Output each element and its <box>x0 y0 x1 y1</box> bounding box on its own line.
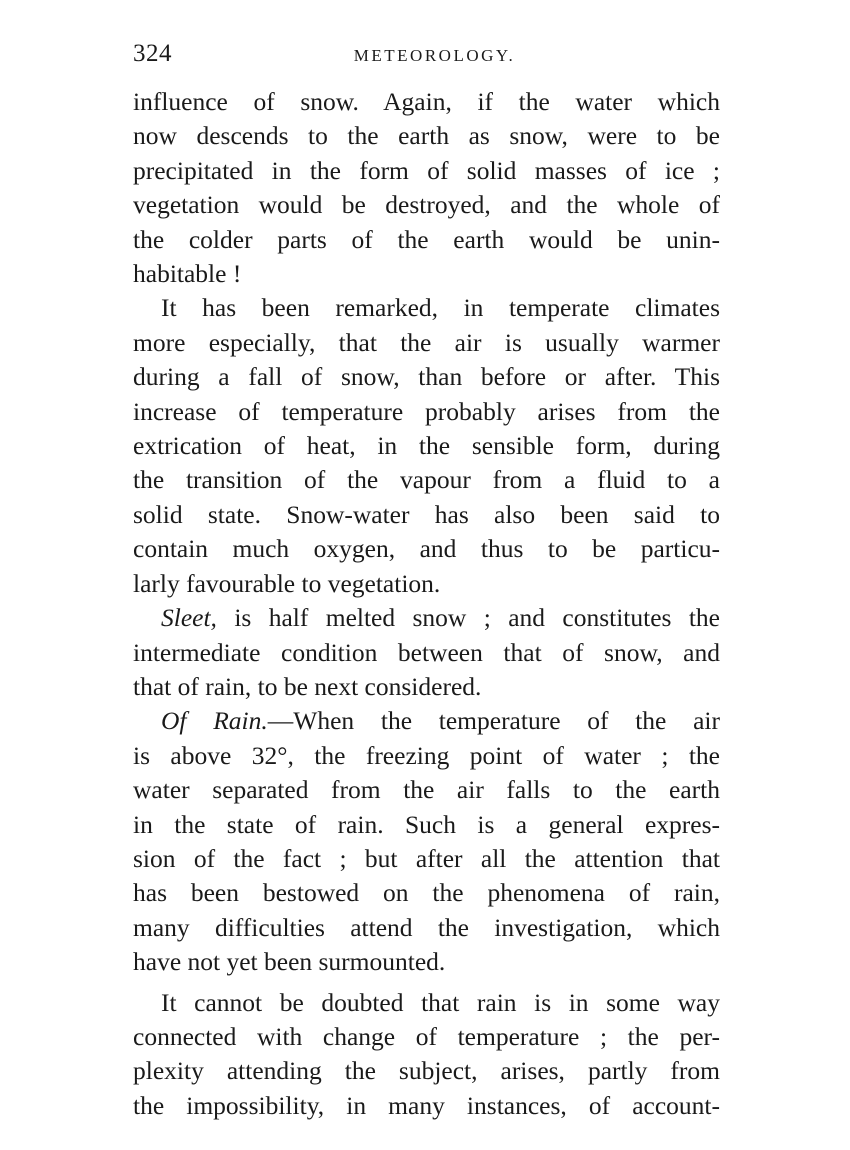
running-head <box>133 40 718 76</box>
text-line: more especially, that the air is usually warmer <box>133 327 720 357</box>
text-line: have not yet been surmounted. <box>133 947 446 977</box>
text-line: is above 32°, the freezing point of water ; the <box>133 740 720 770</box>
text-line: vegetation would be destroyed, and the whole of <box>133 190 720 220</box>
text-line: sion of the fact ; but after all the attention that <box>133 843 720 873</box>
paragraph-1 <box>133 85 720 291</box>
text-line: It cannot be doubted that rain is in some way <box>161 987 720 1017</box>
paragraph-2 <box>133 291 720 601</box>
section-heading-of-rain: Of Rain. <box>161 706 268 736</box>
text-line: increase of temperature probably arises from the <box>133 396 720 426</box>
text-line: solid state. Snow-water has also been said to <box>133 499 720 529</box>
text-line <box>133 601 720 635</box>
paragraph-5 <box>133 986 720 1124</box>
text-line: the transition of the vapour from a fluid to a <box>133 465 720 495</box>
page-number: 324 <box>133 40 172 67</box>
text-line: extrication of heat, in the sensible form, during <box>133 431 720 461</box>
text-line: precipitated in the form of solid masses of ice ; <box>133 155 720 185</box>
rain-intro: —When the temperature of the air <box>267 706 720 736</box>
text-line: in the state of rain. Such is a general expres- <box>133 809 720 839</box>
text-line: the impossibility, in many instances, of account- <box>133 1090 720 1120</box>
text-line: larly favourable to vegetation. <box>133 568 441 598</box>
text-line: that of rain, to be next considered. <box>133 671 482 701</box>
body-text <box>133 85 720 1123</box>
text-line: connected with change of temperature ; the per- <box>133 1021 720 1051</box>
paragraph-4 <box>133 704 720 979</box>
sleet-term: Sleet, <box>161 603 217 633</box>
text-line: habitable ! <box>133 259 242 289</box>
running-title: METEOROLOGY. <box>353 46 516 65</box>
text-line: many difficulties attend the investigation, which <box>133 912 720 942</box>
text-line: plexity attending the subject, arises, partly from <box>133 1056 720 1086</box>
text-line: water separated from the air falls to the earth <box>133 775 720 805</box>
text-line: contain much oxygen, and thus to be particu- <box>133 534 720 564</box>
text-line: influence of snow. Again, if the water which <box>133 87 720 116</box>
text-line <box>133 704 720 738</box>
sleet-definition: is half melted snow ; and constitutes the <box>216 603 720 633</box>
text-line: It has been remarked, in temperate climates <box>161 293 720 323</box>
text-line: has been bestowed on the phenomena of rain, <box>133 878 720 908</box>
text-line: the colder parts of the earth would be unin- <box>133 224 720 254</box>
text-line: during a fall of snow, than before or after. This <box>133 362 720 392</box>
paragraph-3 <box>133 601 720 704</box>
text-line: intermediate condition between that of snow, and <box>133 637 720 667</box>
text-line: now descends to the earth as snow, were to be <box>133 121 720 151</box>
